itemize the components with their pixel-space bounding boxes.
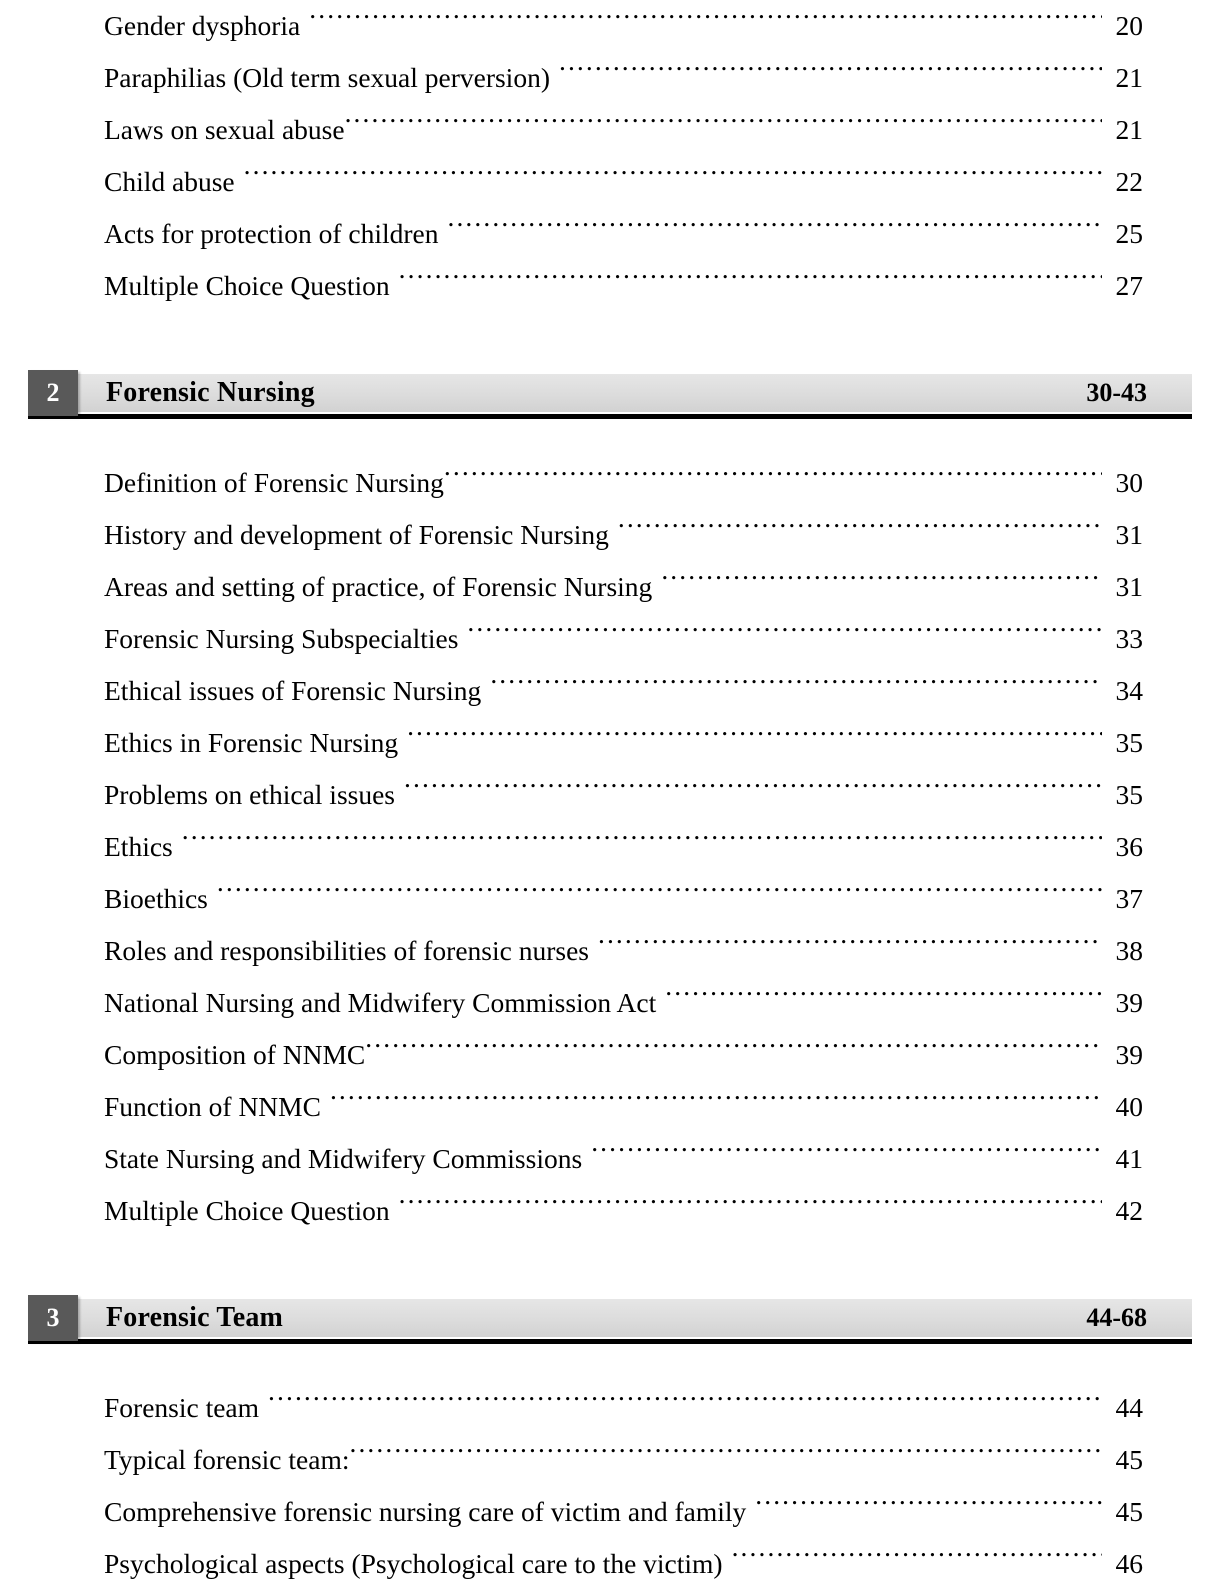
toc-entry[interactable]	[0, 1434, 1214, 1486]
toc-entry[interactable]	[0, 1081, 1214, 1133]
chapter-title: Forensic Team	[106, 1302, 284, 1333]
toc-entry[interactable]	[0, 873, 1214, 925]
toc-entry[interactable]	[0, 717, 1214, 769]
toc-entry-title: Ethical issues of Forensic Nursing	[104, 675, 482, 706]
toc-entry-page-number: 45	[1115, 1444, 1143, 1475]
toc-entry-title: Psychological aspects (Psychological care to the victim)	[104, 1548, 723, 1579]
toc-entry-title: Composition of NNMC	[104, 1039, 366, 1070]
chapter-number-badge: 2	[28, 370, 78, 416]
toc-entry[interactable]	[0, 1382, 1214, 1434]
dot-leader	[244, 164, 1102, 192]
chapter-header-bar	[28, 374, 1192, 412]
toc-entry-title: Ethics in Forensic Nursing	[104, 727, 399, 758]
toc-entry-title: Roles and responsibilities of forensic nurses	[104, 935, 589, 966]
toc-entry-page-number: 34	[1115, 675, 1143, 706]
toc-entry[interactable]	[0, 1029, 1214, 1081]
toc-entry-page-number: 30	[1115, 467, 1143, 498]
dot-leader	[661, 569, 1102, 597]
toc-entry[interactable]	[0, 1486, 1214, 1538]
dot-leader	[559, 60, 1102, 88]
dot-leader	[399, 268, 1102, 296]
chapter-number-badge: 3	[28, 1295, 78, 1341]
toc-entry-page-number: 37	[1115, 883, 1143, 914]
dot-leader	[755, 1494, 1102, 1522]
chapter-page-range: 30-43	[1086, 378, 1147, 407]
dot-leader	[447, 216, 1102, 244]
toc-entry-page-number: 21	[1115, 114, 1143, 145]
toc-entry-page-number: 27	[1115, 270, 1143, 301]
dot-leader	[444, 465, 1102, 493]
toc-entry-page-number: 35	[1115, 727, 1143, 758]
dot-leader	[345, 112, 1102, 140]
toc-entry-title: Ethics	[104, 831, 173, 862]
toc-entry-title: Problems on ethical issues	[104, 779, 396, 810]
toc-list	[0, 457, 1214, 1237]
toc-entry-title: Paraphilias (Old term sexual perversion)	[104, 62, 550, 93]
toc-entry[interactable]	[0, 208, 1214, 260]
toc-entry[interactable]	[0, 156, 1214, 208]
toc-entry-page-number: 21	[1115, 62, 1143, 93]
toc-entry-title: History and development of Forensic Nursing	[104, 519, 609, 550]
toc-entry-title: Definition of Forensic Nursing	[104, 467, 444, 498]
post-header-spacer	[0, 1344, 1214, 1382]
dot-leader	[330, 1089, 1102, 1117]
chapter-block	[0, 0, 1214, 312]
toc-entry-title: State Nursing and Midwifery Commissions	[104, 1143, 583, 1174]
toc-entry-page-number: 38	[1115, 935, 1143, 966]
toc-entry[interactable]	[0, 260, 1214, 312]
dot-leader	[404, 777, 1102, 805]
toc-entry-page-number: 40	[1115, 1091, 1143, 1122]
toc-entry-title: Multiple Choice Question	[104, 270, 390, 301]
toc-entry[interactable]	[0, 769, 1214, 821]
toc-entry[interactable]	[0, 509, 1214, 561]
toc-entry-title: Acts for protection of children	[104, 218, 439, 249]
dot-leader	[591, 1141, 1102, 1169]
toc-entry[interactable]	[0, 665, 1214, 717]
dot-leader	[665, 985, 1102, 1013]
toc-entry-title: Areas and setting of practice, of Forensic Nursing	[104, 571, 653, 602]
chapter-block	[0, 1237, 1214, 1590]
toc-entry[interactable]	[0, 821, 1214, 873]
dot-leader	[467, 621, 1102, 649]
dot-leader	[309, 8, 1102, 36]
toc-entry[interactable]	[0, 52, 1214, 104]
toc-entry[interactable]	[0, 613, 1214, 665]
chapter-page-range: 44-68	[1086, 1303, 1147, 1332]
toc-entry[interactable]	[0, 1185, 1214, 1237]
toc-entry[interactable]	[0, 457, 1214, 509]
dot-leader	[598, 933, 1102, 961]
dot-leader	[217, 881, 1102, 909]
chapter-title: Forensic Nursing	[106, 377, 315, 408]
toc-entry-title: Multiple Choice Question	[104, 1195, 390, 1226]
toc-entry-page-number: 35	[1115, 779, 1143, 810]
dot-leader	[618, 517, 1102, 545]
toc-entry-page-number: 31	[1115, 571, 1143, 602]
toc-entry-page-number: 22	[1115, 166, 1143, 197]
dot-leader	[399, 1193, 1102, 1221]
toc-entry[interactable]	[0, 104, 1214, 156]
toc-entry-page-number: 25	[1115, 218, 1143, 249]
toc-entry-page-number: 36	[1115, 831, 1143, 862]
toc-entry-page-number: 39	[1115, 1039, 1143, 1070]
toc-entry[interactable]	[0, 1538, 1214, 1590]
dot-leader	[490, 673, 1102, 701]
section-spacer	[0, 1237, 1214, 1299]
toc-entry-title: Child abuse	[104, 166, 235, 197]
toc-entry[interactable]	[0, 925, 1214, 977]
toc-entry-page-number: 44	[1115, 1392, 1143, 1423]
chapter-header-bar	[28, 1299, 1192, 1337]
toc-entry-title: Typical forensic team:	[104, 1444, 350, 1475]
toc-entry-page-number: 41	[1115, 1143, 1143, 1174]
dot-leader	[407, 725, 1102, 753]
toc-entry-page-number: 42	[1115, 1195, 1143, 1226]
toc-entry-page-number: 46	[1115, 1548, 1143, 1579]
toc-entry-page-number: 31	[1115, 519, 1143, 550]
toc-list	[0, 1382, 1214, 1590]
post-header-spacer	[0, 419, 1214, 457]
toc-entry[interactable]	[0, 1133, 1214, 1185]
toc-entry-title: Forensic team	[104, 1392, 260, 1423]
dot-leader	[732, 1546, 1102, 1574]
dot-leader	[182, 829, 1102, 857]
toc-entry-title: Comprehensive forensic nursing care of victim and family	[104, 1496, 747, 1527]
toc-entry-page-number: 45	[1115, 1496, 1143, 1527]
toc-entry[interactable]	[0, 977, 1214, 1029]
toc-entry-title: Function of NNMC	[104, 1091, 321, 1122]
toc-entry-title: Gender dysphoria	[104, 10, 301, 41]
toc-entry[interactable]	[0, 0, 1214, 52]
chapter-block	[0, 312, 1214, 1237]
toc-entry-page-number: 20	[1115, 10, 1143, 41]
toc-entry-page-number: 33	[1115, 623, 1143, 654]
section-spacer	[0, 312, 1214, 374]
toc-entry-title: Forensic Nursing Subspecialties	[104, 623, 459, 654]
dot-leader	[349, 1442, 1102, 1470]
toc-entry-title: National Nursing and Midwifery Commission Act	[104, 987, 657, 1018]
toc-entry-page-number: 39	[1115, 987, 1143, 1018]
dot-leader	[365, 1037, 1102, 1065]
toc-entry-title: Laws on sexual abuse	[104, 114, 345, 145]
toc-entry[interactable]	[0, 561, 1214, 613]
toc-list	[0, 0, 1214, 312]
toc-entry-title: Bioethics	[104, 883, 208, 914]
dot-leader	[268, 1390, 1102, 1418]
